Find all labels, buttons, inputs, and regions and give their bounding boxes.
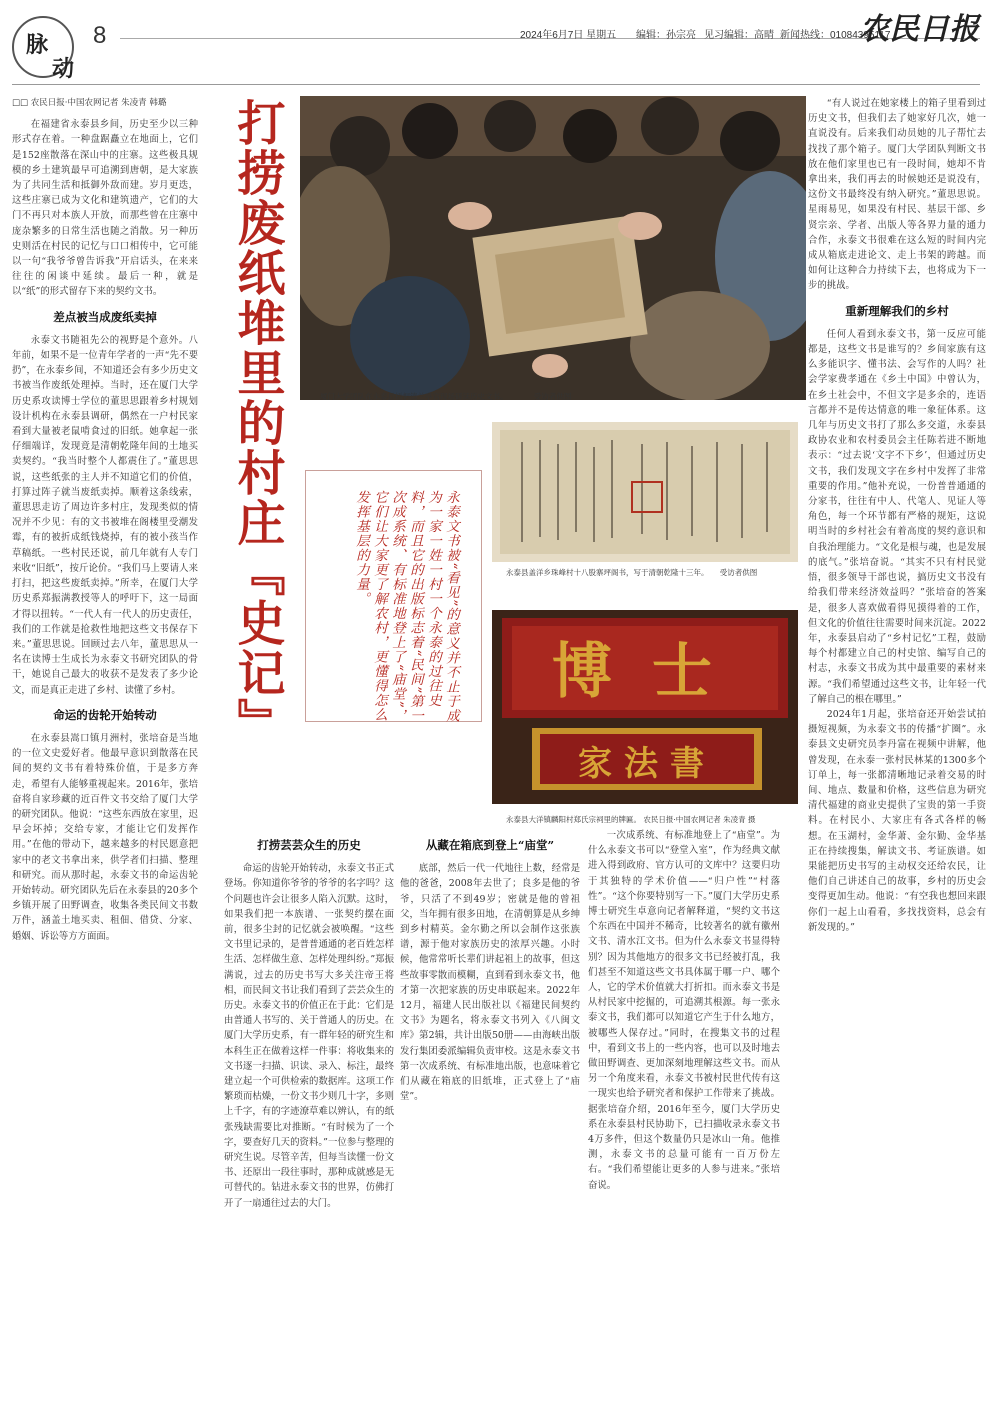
photo-2-caption: 永泰县盖洋乡珠峰村十八股寨坪阁书，写于清朝乾隆十三年。 受访者供图 — [506, 568, 758, 577]
article-byline: □□ 农民日报·中国农网记者 朱凌青 韩璐 — [12, 98, 167, 108]
editor-credit: 编辑：孙宗亮 — [636, 30, 696, 41]
photo-3-caption: 永泰县大洋镇麟阳村郑氏宗祠里的牌匾。 农民日报·中国农网记者 朱凌青 摄 — [506, 815, 756, 824]
column-6-ending: 2024年1月起，张培奋还开始尝试拍摄短视频，为永泰文书的传播“扩圈”。永泰县文史研究员李丹富在视频中讲解，他曾发现，在永泰一张村民林某的1300多个订单上，每一张都清晰地记录着交易的时间、地点、数量和价格，这些信息为研究清代福建的商业史提供了宝贵的第一手资料。在村民小、大家庄有各式各样的畅想。在玉湖村，金华萧、金尔勤、金华基正在持续搜集，解读文书、考证族谱。如果能把历史书写的主动权交还给农民，让他们自己讲述自己的故事，乡村的历史会变得更加生动。他说：“有空我也想回来跟你们一起上山看看，多找找资料，总会有新发现的。” — [808, 708, 986, 933]
header-divider — [12, 84, 980, 85]
subhead-5: 重新理解我们的乡村 — [845, 303, 949, 318]
photo-research-team-image — [300, 96, 806, 400]
column-5-body: 一次成系统、有标准地登上了“庙堂”。为什么永泰文书可以“登堂入室”，作为经典文献进入得到政府、官方认可的文库中？这要归功于其独特的学术价值——“归户性”“村落性”。“这个你要特别写一下。”厦门大学历史系博士研究生卓意向记者解释道，“契约文书这个东西在中国并不稀奇，比较著名的就有徽州文书、清水江文书。但为什么永泰文书显得特别？因为其他地方的很多文书已经被打乱，我们甚至不知道这些文书具体属于哪一户、哪个人，它的学术价值就大打折扣。而永泰文书是从村民家中挖掘的，可追溯其根源。每一张永泰文书，我们都可以知道它产生于什么地方，被哪些人保存过。”同时，在搜集文书的过程中，看到文书上的一些内容，也可以及时地去做田野调查、更加深刻地理解这些文书。而从另一个角度来看，永泰文书被村民世代传有这一现实也给予研究者和保护工作带来了挑战。据张培奋介绍，2016年至今，厦门大学历史系在永泰县村民协助下，已扫描收录永泰文书4万多件，但这个数量仍只是冰山一角。他推测，永泰文书的总量可能有一百万份左右。“我们希望能让更多的人参与进来。”张培奋说。 — [588, 830, 780, 1191]
subhead-2: 命运的齿轮开始转动 — [53, 707, 157, 722]
section-3-body: 命运的齿轮开始转动，永泰文书正式登场。你知道你爷爷的爷爷的名字吗？这个问题也许会让很多人陷入沉默。这时，如果我们把一本族谱、一张契约摆在面前，很多尘封的记忆就会被唤醒。“这些文书里记录的，是普普通通的老百姓怎样生活、怎样做生意、怎样处理纠纷。”郑振满说，过去的历史书写大多关注帝王将相，而民间文书让我们看到了芸芸众生的历史。永泰文书的价值正在于此：它们是由普通人书写的、关于普通人的历史。在厦门大学历史系，有一群年轻的研究生和本科生正在做着这样一件事：将收集来的文书逐一扫描、识读、录入、标注，最终建立起一个可供检索的数据库。这项工作繁琐而枯燥，一份文书少则几十字，多则上千字，有的字迹潦草难以辨认，有的纸张残缺需要比对推断。“有时候为了一个字，要查好几天的资料。”一位参与整理的研究生说。尽管辛苦，但每当读懂一份文书、还原出一段往事时，那种成就感是无可替代的。钻进永泰文书的世界，仿佛打开了一扇通往过去的大门。 — [224, 863, 394, 1209]
page-number: 8 — [93, 22, 107, 49]
issue-date: 2024年6月7日 星期五 — [520, 30, 617, 41]
photo-1-caption: 厦门大学团队在永泰县梧桐镇兰亭宫现场研读历史文书。 受访者供图 — [320, 392, 572, 401]
intern-editor-credit: 见习编辑：高晴 — [704, 30, 774, 41]
subhead-3: 打捞芸芸众生的历史 — [257, 838, 361, 852]
section-4-body: 底部，然后一代一代地往上数，经常是他的爸爸，2008年去世了；良多是他的爷爷，只活了不到49岁；密就是他的曾祖父，当年拥有很多田地，在清朝算是从乡绅到乡村精英。金尔勤之所以会制作这张族谱，源于他对家族历史的浓厚兴趣。小时候，他常常听长辈们讲起祖上的故事，但这些故事零散而模糊，直到看到永泰文书，他才第一次把家族的历史串联起来。2022年12月，福建人民出版社以《福建民间契约文书》为题名，将永泰文书列入《八闽文库》第2辑，共计出版50册——由海峡出版发行集团委派编辑负责审校。这是永泰文书第一次成系统、有标准地出版，也意味着它们从藏在箱底的旧纸堆，正式登上了“庙堂”。 — [400, 863, 580, 1103]
subhead-1: 差点被当成废纸卖掉 — [53, 309, 157, 324]
intro-paragraph: 在福建省永泰县乡间，历史至少以三种形式存在着。一种盘踞矗立在地面上，它们是152座散落在深山中的庄寨。这些极具规模的乡土建筑最早可追溯到唐朝，是大家族为了共同生活和抵御外敌而建。岁月更迭，这些庄寨已成为文化和建筑遗产，它们的大门不再只对本族人开放，而那些曾在庄寨中庞杂繁多的日常生活也随之消散。另一种历史则活在村民的记忆与口口相传中，它可能以一句“我爷爷曾告诉我”开启话头，在来来往往的闲谈中延续。最后一种，就是以“纸”的形式留存下来的契约文书。 — [12, 119, 198, 298]
column-6-intro: “有人说过在她家楼上的箱子里看到过历史文书，但我们去了她家好几次，她一直说没有。后来我们动员她的儿子帮忙去找找了那个箱子。厦门大学团队判断文书放在他们家里也已有一段时间，她却不肯拿出来，我们再去的时候她还是说没有，这份文书最终没有纳入研究。”董思思说。星雨易见，如果没有村民、基层干部、乡贤宗亲、学者、出版人等各界力量的通力合作，永泰文书很难在这么短的时间内完成从箱底走进论文、走上书架的跨越。而如何让这种合力持续下去，也将成为下一步的挑战。 — [808, 98, 986, 292]
column-3 — [224, 828, 394, 1414]
column-6 — [808, 96, 986, 1414]
column-4 — [400, 828, 580, 1414]
photo-plaque — [492, 610, 798, 804]
section-char-2: 动 — [52, 56, 75, 82]
photo-research-team — [300, 96, 806, 400]
pull-quote: 永泰文书被“看见”的意义并不止于成为一家一姓一村一个永泰的过往史料，而且它的出版标志着“民间”第一次成系统、有标准地登上了“庙堂”，它们让大家更了解农村，更懂得怎么发挥基层的力量。 — [353, 490, 459, 724]
column-5 — [588, 828, 780, 1414]
plaque-top-text: 博士 — [552, 637, 752, 707]
article-headline: 打捞废纸堆里的村庄『史记』 — [229, 98, 285, 748]
section-5-body: 任何人看到永泰文书，第一反应可能都是，这些文书是谁写的？乡间家族有这么多能识字、懂书法、会写作的人吗？社会学家费孝通在《乡土中国》中曾认为，在乡土社会中，不但文字是多余的，连语言都并不是传达情意的唯一象征体系。这几年与历史文书打了那么多交道，永泰县政协农业和农村委员会主任陈若进不断地表示：“过去说‘文字不下乡’，但通过历史文书，我们发现文字在乡村中发挥了非常重要的作用。”他补充说，一份普普通通的分家书，往往有中人、代笔人、见证人等角色，每一个环节都有严格的规矩，这说明当时的乡村社会有着高度的契约意识和自我治理能力。“文化是根与魂，也是发展的底气。”张培奋说。“其实不只有村民觉悟，很多领导干部也说，搞历史文书没有给我们带来经济效益吗？”张培奋的答案是，很多人喜欢做看得见摸得着的工作，但文化的价值往往需要时间来沉淀。2022年，永泰县启动了“乡村记忆”工程，鼓励每个村都建立自己的村史馆、编写自己的村志，永泰文书成为其中最重要的素材来源。“我们希望通过这些文书，让年轻一代了解自己的根在哪里。” — [808, 328, 986, 705]
column-1 — [12, 96, 198, 1414]
news-hotline: 新闻热线：01084395117 — [780, 30, 891, 41]
section-char-1: 脉 — [26, 32, 49, 58]
section-1-body: 永泰文书随祖先公的视野是个意外。八年前，如果不是一位青年学者的一声“先不要扔”，在永泰乡间，不知道还会有多少历史文书被当作废纸处理掉。当时，还在厦门大学历史系攻读博士学位的董思思跟着乡村规划设计机构在永泰县调研，偶然在一户村民家看到大量被老鼠啃食过的旧纸。她拿起一张仔细端详，发现竟是清朝乾隆年间的土地买卖契约。“我当时整个人都震住了。”董思思说，这些纸张的主人并不知道它们的价值，打算过阵子就当废纸卖掉。顺着这条线索，董思思走访了周边许多村庄，发现类似的情况并不少见：有的文书被堆在阁楼里受潮发霉，有的被折成纸钱烧掉，有的被小孩当作草稿纸。一些村民还说，前几年就有人专门来收“旧纸”，按斤论价。“我们马上要请人来打扫，把这些废纸卖掉。”所幸，在厦门大学历史系郑振满教授等人的呼吁下，这一局面才得以扭转。“一代人有一代人的历史责任，我们的工作就是抢救性地把这些文书保存下来。”董思思说。回顾过去八年，董思思从一名在读博士生成长为永泰文书研究团队的骨干，她说自己最大的收获不是发表了多少论文，而是真正走进了乡村、读懂了乡村。 — [12, 334, 198, 696]
masthead: 农民日报 — [859, 12, 979, 47]
section-2-body: 在永泰县嵩口镇月洲村，张培奋是当地的一位文史爱好者。他最早意识到散落在民间的契约文书有着特殊价值，于是多方奔走，希望有人能够重视起来。2016年，张培奋将自家珍藏的近百件文书交给了厦门大学的研究团队。他说：“这些东西放在家里，迟早会坏掉；交给专家，才能让它们发挥作用。”在他的带动下，越来越多的村民愿意把家中的老文书拿出来，供学者们扫描、整理和研究。而从那时起，永泰文书的命运齿轮开始转动。研究团队先后在永泰县的20多个乡镇开展了田野调查，收集各类民间文书数万件，涵盖土地买卖、租佃、借贷、分家、婚姻、诉讼等方方面面。 — [12, 732, 198, 942]
subhead-4: 从藏在箱底到登上“庙堂” — [425, 838, 555, 852]
photo-manuscript — [492, 422, 798, 562]
page-header — [0, 0, 997, 82]
plaque-bottom-text: 家法書 — [578, 744, 716, 784]
photo-manuscript-image — [492, 422, 798, 562]
section-logo — [12, 12, 92, 82]
